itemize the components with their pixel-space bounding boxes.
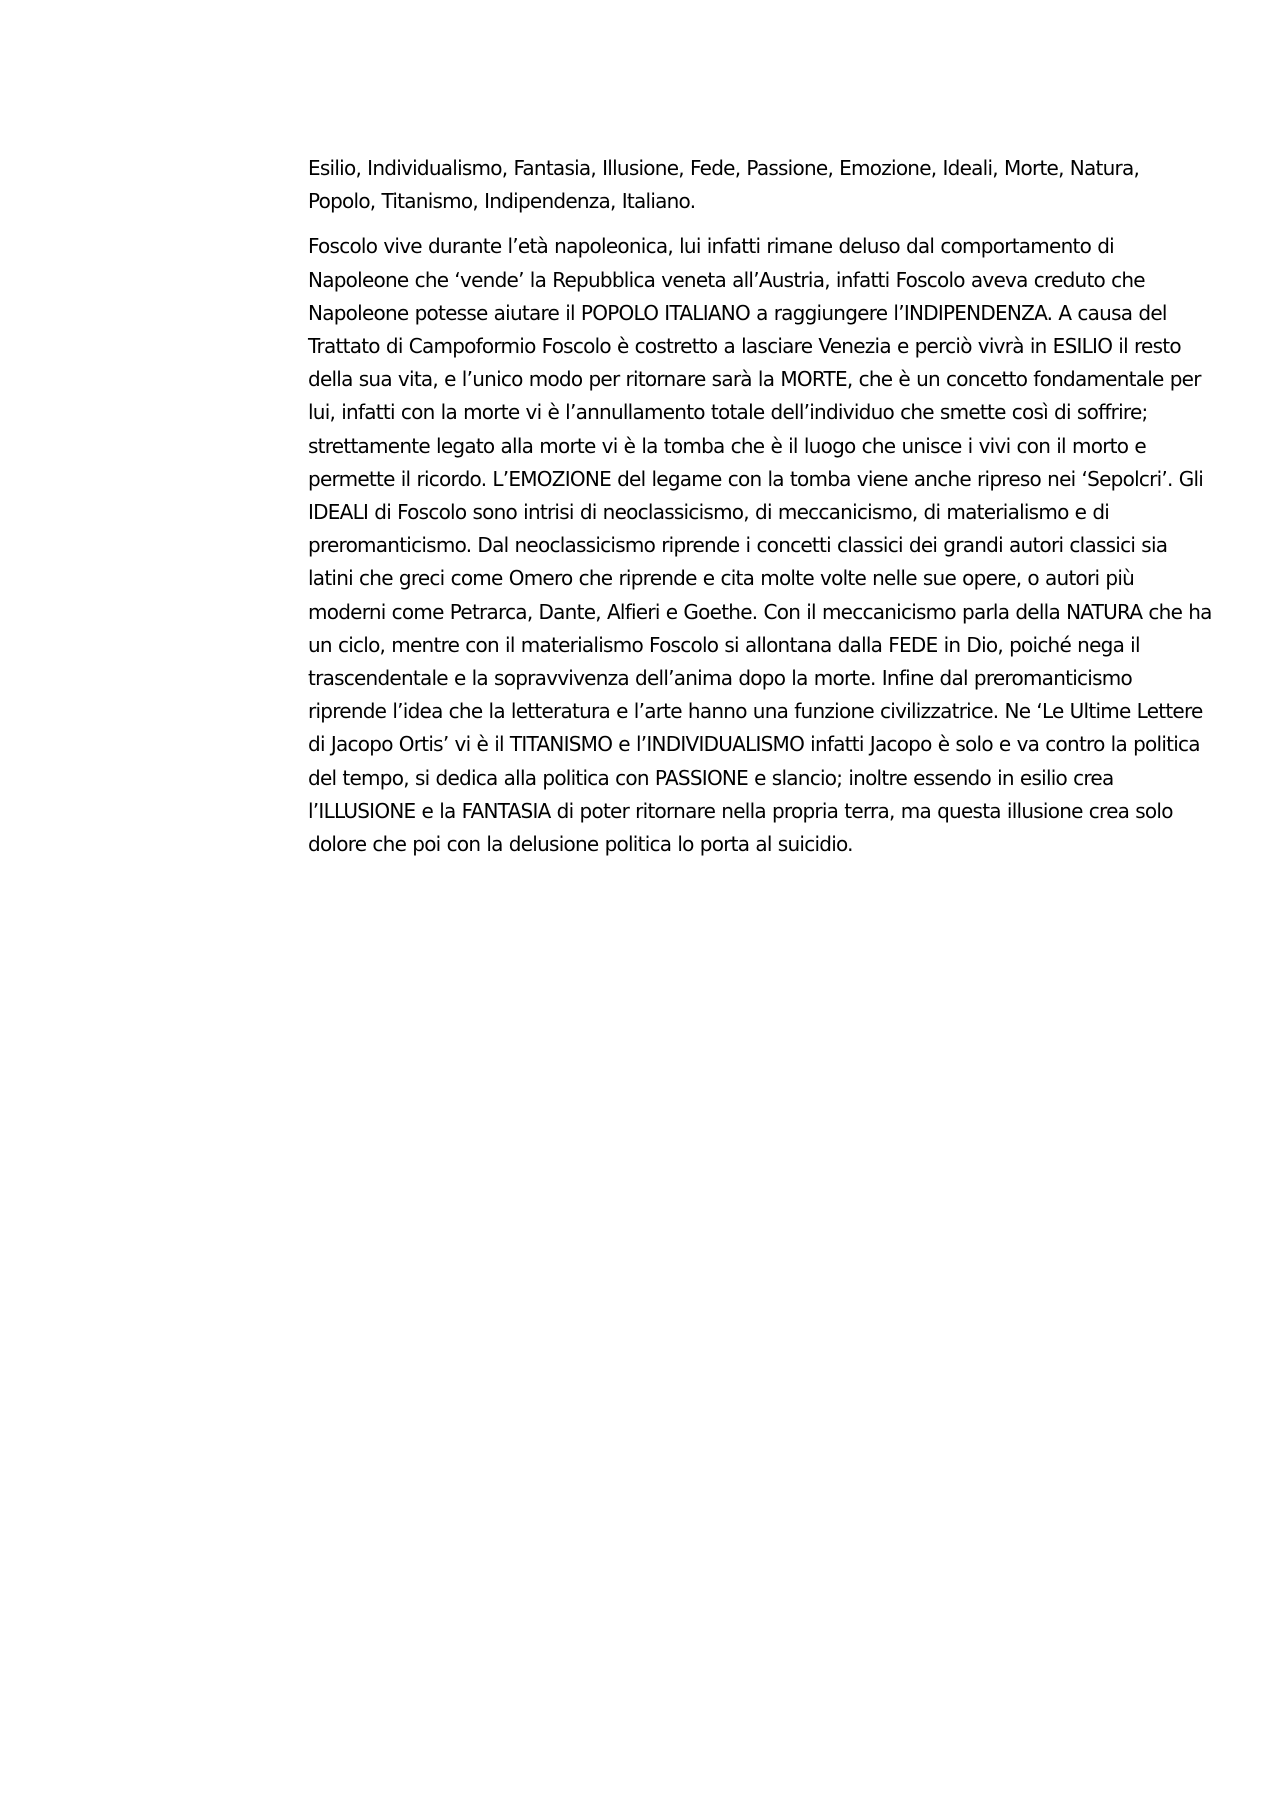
- essay-paragraph: Foscolo vive durante l’età napoleonica, lui infatti rimane deluso dal comportamento di Napoleone che ‘vende’ la Repubblica veneta all’Austria, infatti Foscolo aveva creduto che Napoleone potesse aiutare il POPOLO ITALIANO a raggiungere l’INDIPENDENZA. A causa del Trattato di Campoformio Foscolo è costretto a lasciare Venezia e perciò vivrà in ESILIO il resto della sua vita, e l’unico modo per ritornare sarà la MORTE, che è un concetto fondamentale per lui, infatti con la morte vi è l’annullamento totale dell’individuo che smette così di soffrire; strettamente legato alla morte vi è la tomba che è il luogo che unisce i vivi con il morto e permette il ricordo. L’EMOZIONE del legame con la tomba viene anche ripreso nei ‘Sepolcri’. Gli IDEALI di Foscolo sono intrisi di neoclassicismo, di meccanicismo, di materialismo e di preromanticismo. Dal neoclassicismo riprende i concetti classici dei grandi autori classici sia latini che greci come Omero che riprende e cita molte volte nelle sue opere, o autori più moderni come Petrarca, Dante, Alfieri e Goethe. Con il meccanicismo parla della NATURA che ha un ciclo, mentre con il materialismo Foscolo si allontana dalla FEDE in Dio, poiché nega il trascendentale e la sopravvivenza dell’anima dopo la morte. Infine dal preromanticismo riprende l’idea che la letteratura e l’arte hanno una funzione civilizzatrice. Ne ‘Le Ultime Lettere di Jacopo Ortis’ vi è il TITANISMO e l’INDIVIDUALISMO infatti Jacopo è solo e va contro la politica del tempo, si dedica alla politica con PASSIONE e slancio; inoltre essendo in esilio crea l’ILLUSIONE e la FANTASIA di poter ritornare nella propria terra, ma questa illusione crea solo dolore che poi con la delusione politica lo porta al suicidio.: [308, 234, 1212, 857]
- keywords-paragraph: Esilio, Individualismo, Fantasia, Illusione, Fede, Passione, Emozione, Ideali, Morte, Natura, Popolo, Titanismo, Indipendenza, Italiano.: [308, 156, 1140, 214]
- document-body: [308, 152, 1212, 861]
